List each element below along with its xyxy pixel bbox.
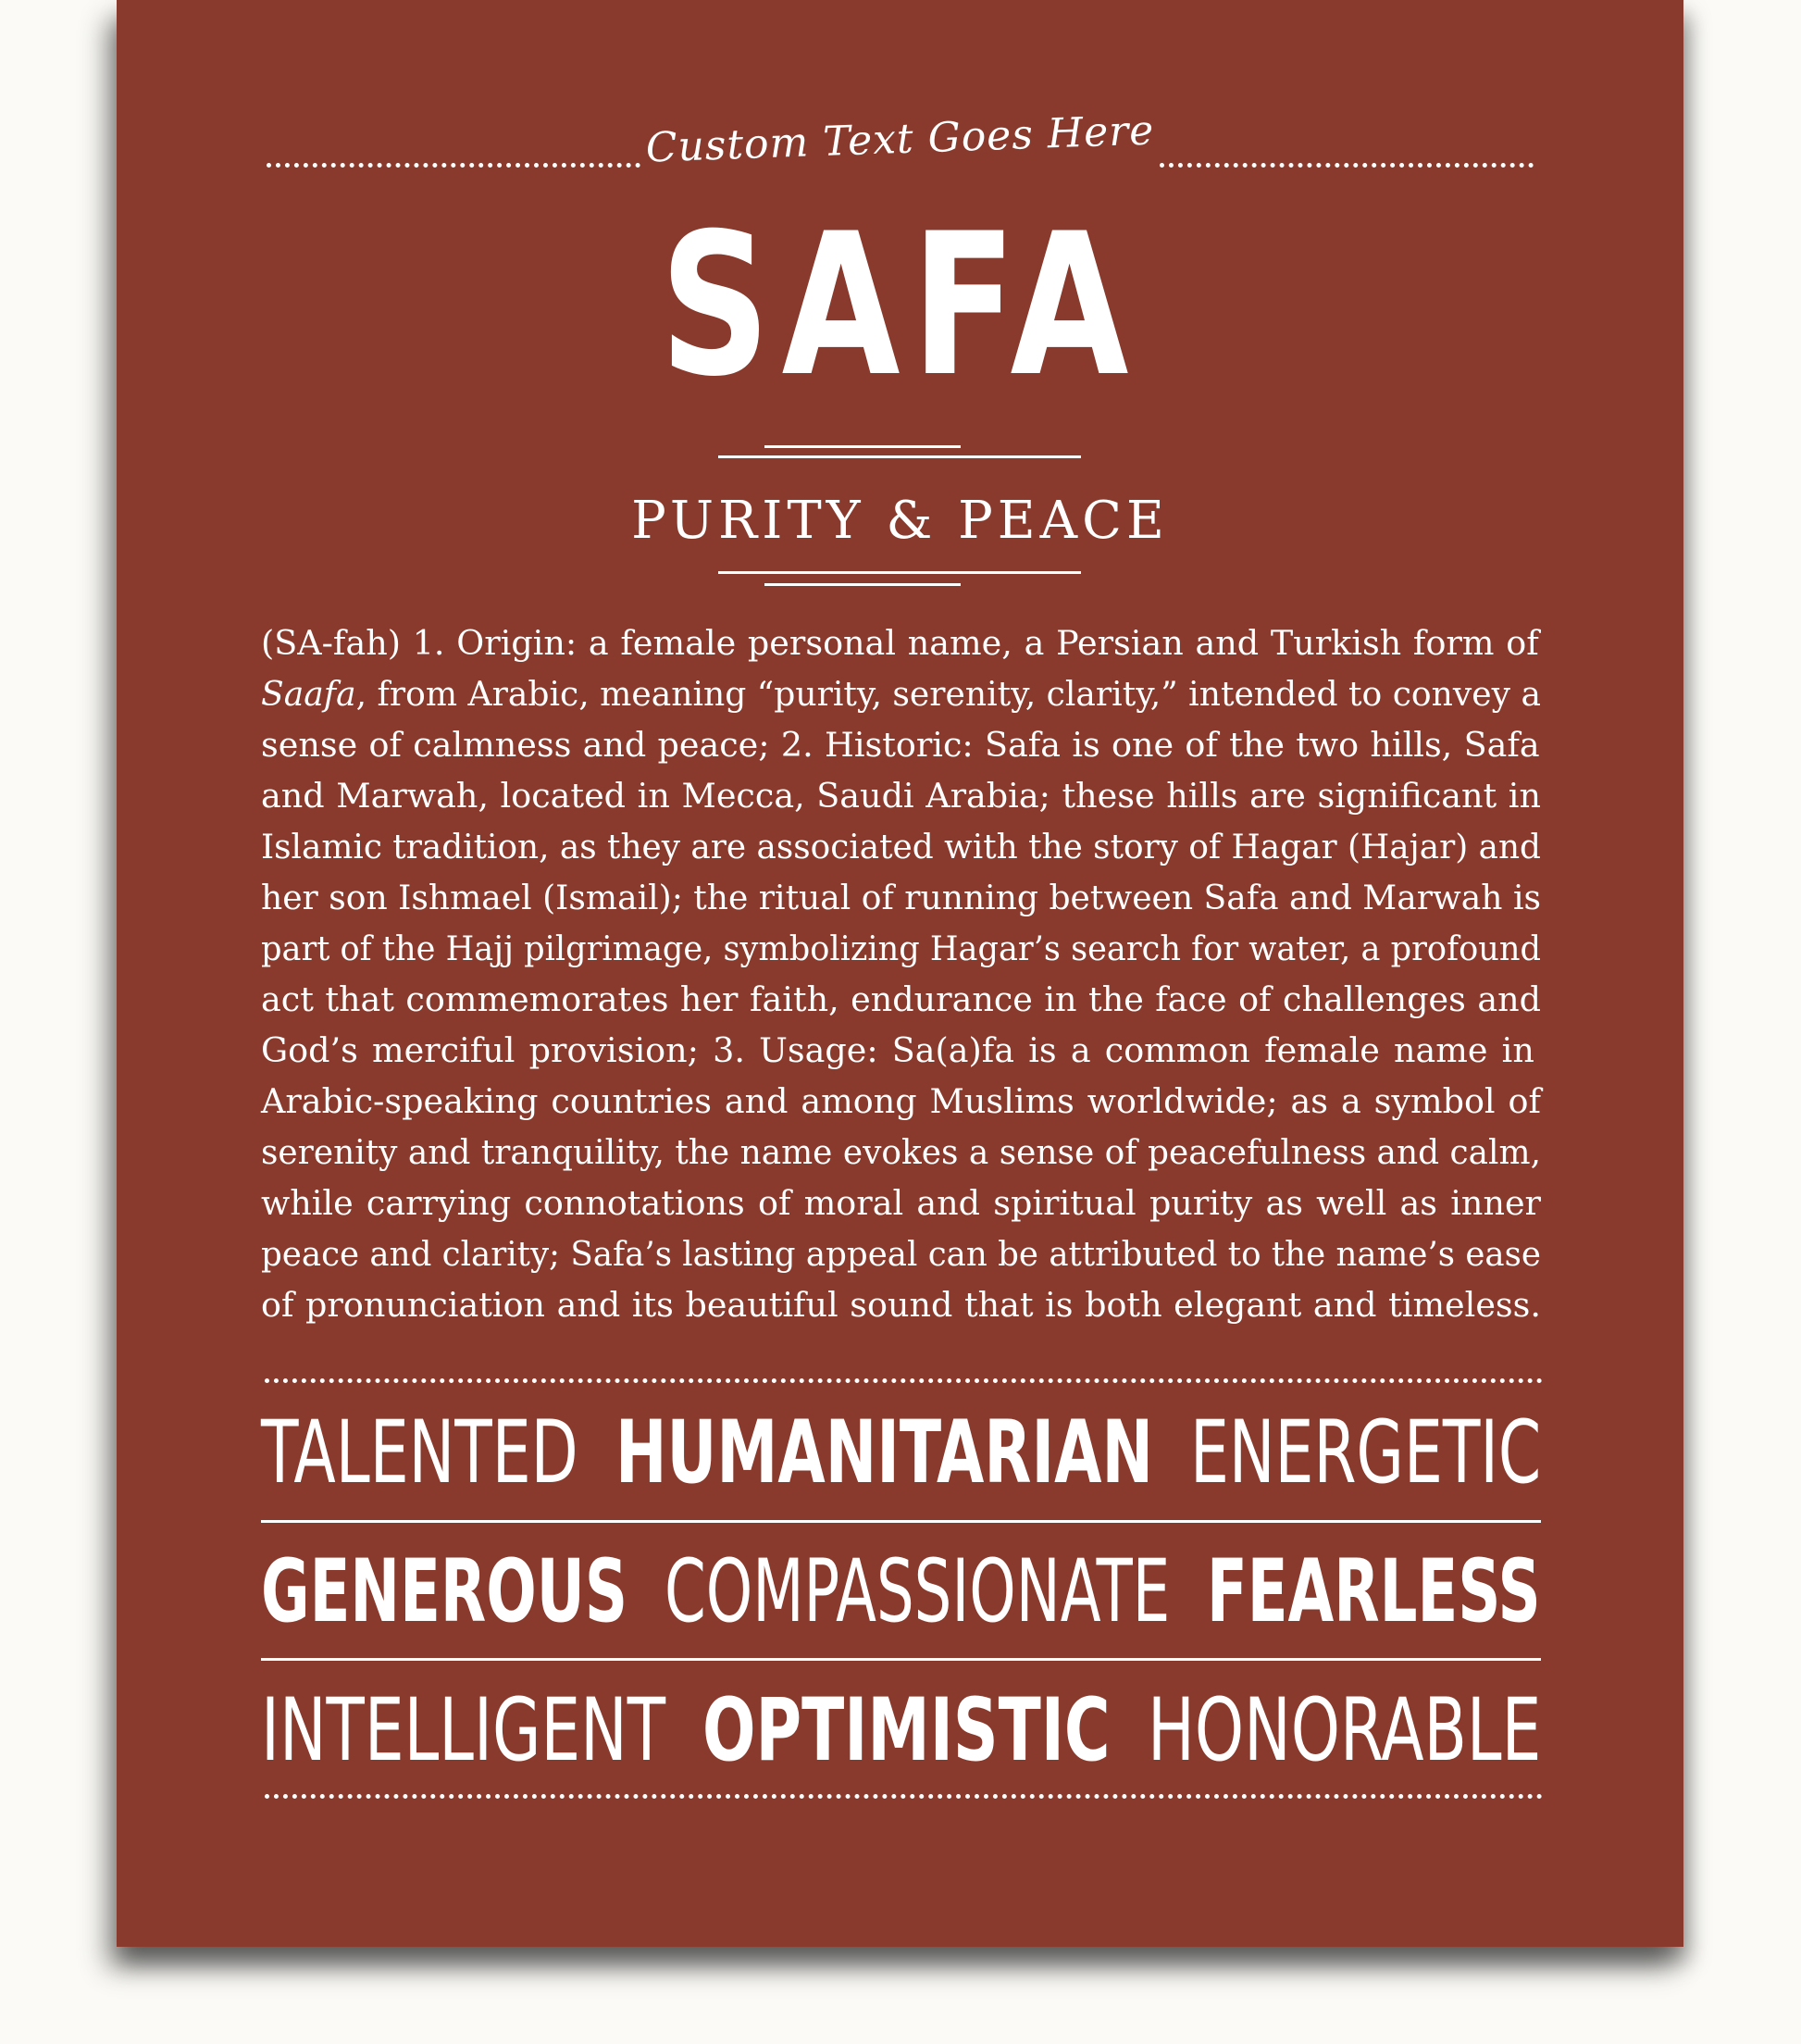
definition-line: Islamic tradition, as they are associated with the story of Hagar (Hajar) and xyxy=(261,827,1541,866)
definition-line: sense of calmness and peace; 2. Historic: Safa is one of the two hills, Safa xyxy=(261,725,1540,765)
definition-line: Saafa, from Arabic, meaning “purity, serenity, clarity,” intended to convey a xyxy=(261,674,1541,714)
definition-line: (SA-fah) 1. Origin: a female personal name, a Persian and Turkish form of xyxy=(261,623,1539,663)
dotted-divider-traits-top xyxy=(265,1378,1543,1383)
dotted-divider-right xyxy=(1160,163,1534,168)
trait-word: GENEROUS xyxy=(261,1541,628,1642)
trait-divider xyxy=(261,1658,1541,1661)
poster-name: SAFA xyxy=(660,191,1140,419)
name-definition xyxy=(261,617,1541,1330)
definition-line: peace and clarity; Safa’s lasting appeal can be attributed to the name’s ease xyxy=(261,1234,1541,1274)
trait-word: TALENTED xyxy=(261,1402,578,1503)
trait-word: HUMANITARIAN xyxy=(615,1402,1153,1503)
trait-word: ENERGETIC xyxy=(1189,1402,1541,1503)
custom-text: Custom Text Goes Here xyxy=(644,106,1156,172)
trait-row-3 xyxy=(261,1680,1541,1781)
rule-upper-short xyxy=(764,445,961,448)
rule-lower-long xyxy=(718,571,1081,574)
name-poster xyxy=(117,0,1683,1947)
definition-line: her son Ishmael (Ismail); the ritual of running between Safa and Marwah is xyxy=(261,878,1541,917)
definition-line: God’s merciful provision; 3. Usage: Sa(a)fa is a common female name in xyxy=(261,1030,1534,1070)
rule-lower-short xyxy=(764,583,961,586)
trait-word: FEARLESS xyxy=(1207,1541,1541,1642)
trait-word: HONORABLE xyxy=(1147,1680,1541,1781)
dotted-divider-traits-bottom xyxy=(265,1794,1543,1799)
trait-row-2 xyxy=(261,1541,1541,1642)
trait-row-1 xyxy=(261,1402,1541,1503)
trait-word: COMPASSIONATE xyxy=(665,1541,1171,1642)
trait-divider xyxy=(261,1520,1541,1523)
definition-line: Arabic-speaking countries and among Muslims worldwide; as a symbol of xyxy=(261,1081,1541,1121)
trait-word: INTELLIGENT xyxy=(261,1680,666,1781)
definition-line: serenity and tranquility, the name evokes a sense of peacefulness and calm, xyxy=(261,1132,1541,1172)
rule-upper-long xyxy=(718,455,1081,458)
definition-line: act that commemorates her faith, endurance in the face of challenges and xyxy=(261,979,1541,1019)
definition-line: part of the Hajj pilgrimage, symbolizing Hagar’s search for water, a profound xyxy=(261,929,1541,968)
trait-word: OPTIMISTIC xyxy=(702,1680,1111,1781)
definition-line: of pronunciation and its beautiful sound that is both elegant and timeless. xyxy=(261,1285,1541,1325)
definition-line: while carrying connotations of moral and spiritual purity as well as inner xyxy=(261,1183,1541,1223)
name-meaning: PURITY & PEACE xyxy=(631,491,1169,551)
definition-line: and Marwah, located in Mecca, Saudi Arabia; these hills are significant in xyxy=(261,776,1541,816)
